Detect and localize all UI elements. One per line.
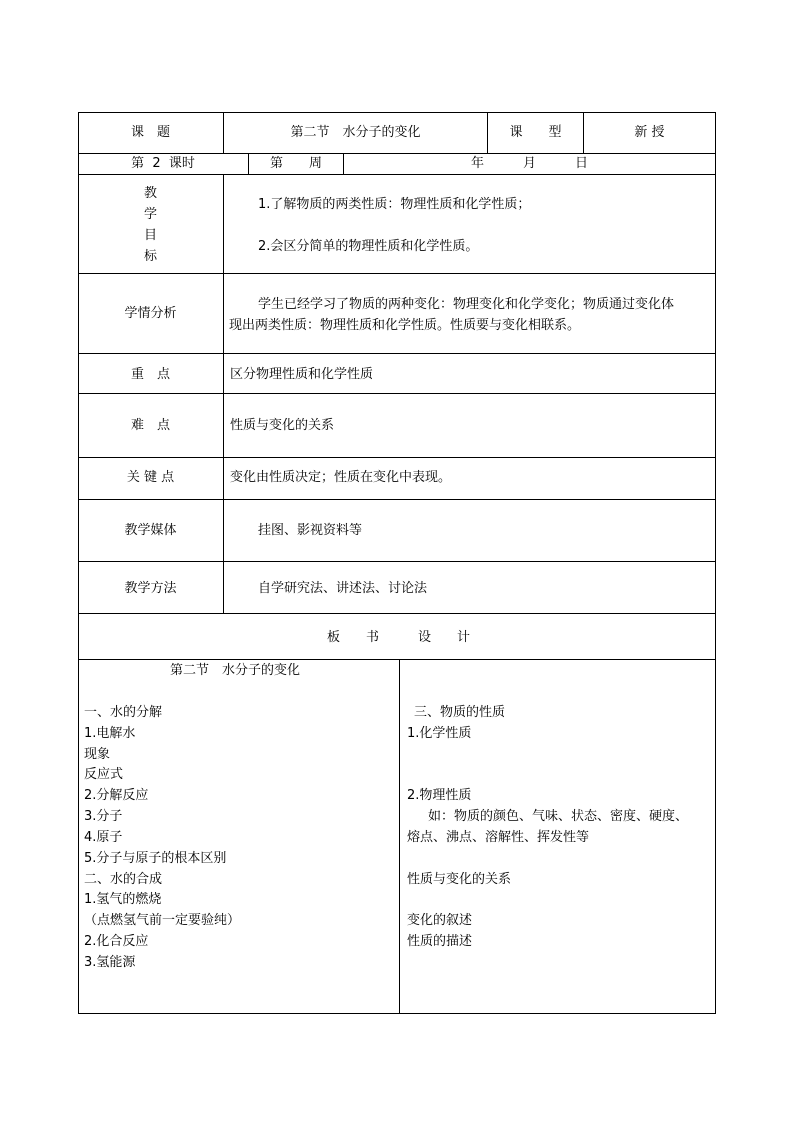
board-left-line: 2.化合反应 bbox=[84, 934, 149, 949]
board-right-property-desc: 性质的描述 bbox=[407, 934, 473, 949]
analysis-line-1: 学生已经学习了物质的两种变化：物理变化和化学变化；物质通过变化体 bbox=[258, 297, 675, 312]
objectives-label-2: 学 bbox=[143, 207, 157, 222]
key-point-label: 重 点 bbox=[130, 367, 170, 382]
rule bbox=[78, 273, 716, 274]
board-left-line: 二、水的合成 bbox=[84, 872, 163, 887]
crux-value: 变化由性质决定；性质在变化中表现。 bbox=[230, 470, 452, 485]
board-left-line: 4.原子 bbox=[84, 830, 123, 845]
difficulty-label: 难 点 bbox=[130, 418, 170, 433]
board-left-line: 3.氢能源 bbox=[84, 955, 136, 970]
board-title: 板 书 设 计 bbox=[327, 630, 471, 645]
rule bbox=[78, 393, 716, 394]
analysis-line-2: 现出两类性质：物理性质和化学性质。性质要与变化相联系。 bbox=[229, 318, 581, 333]
lesson-number: 第 2 课时 bbox=[131, 156, 195, 171]
board-left-line: 1.电解水 bbox=[84, 726, 136, 741]
lesson-date: 年 月 日 bbox=[470, 156, 588, 171]
rule bbox=[715, 112, 716, 1014]
course-label: 课 题 bbox=[130, 125, 170, 140]
course-title: 第二节 水分子的变化 bbox=[290, 125, 421, 140]
rule bbox=[78, 112, 716, 113]
rule bbox=[78, 1013, 716, 1014]
type-label: 课 型 bbox=[509, 125, 562, 140]
board-left-line: 3.分子 bbox=[84, 809, 123, 824]
crux-label: 关 键 点 bbox=[126, 470, 175, 485]
board-left-line: 1.氢气的燃烧 bbox=[84, 892, 162, 907]
rule bbox=[78, 174, 716, 175]
week-number: 第 周 bbox=[269, 156, 322, 171]
board-left-line: 一、水的分解 bbox=[84, 705, 163, 720]
rule bbox=[399, 659, 400, 1014]
type-value: 新 授 bbox=[634, 125, 665, 140]
rule bbox=[78, 499, 716, 500]
rule bbox=[78, 659, 716, 660]
rule bbox=[78, 613, 716, 614]
board-left-line: 现象 bbox=[84, 747, 111, 762]
media-label: 教学媒体 bbox=[124, 523, 177, 538]
method-label: 教学方法 bbox=[124, 581, 177, 596]
objective-item-1: 1.了解物质的两类性质：物理性质和化学性质； bbox=[258, 197, 531, 212]
board-left-line: （点燃氢气前一定要验纯） bbox=[84, 913, 241, 928]
board-right-chem: 1.化学性质 bbox=[407, 726, 472, 741]
board-left-line: 5.分子与原子的根本区别 bbox=[84, 851, 227, 866]
board-right-phys-line1: 如：物质的颜色、气味、状态、密度、硬度、 bbox=[428, 809, 689, 824]
board-left-line: 反应式 bbox=[84, 767, 124, 782]
objectives-label-1: 教 bbox=[143, 186, 157, 201]
board-right-phys: 2.物理性质 bbox=[407, 788, 472, 803]
board-right-relation: 性质与变化的关系 bbox=[407, 872, 512, 887]
rule bbox=[78, 457, 716, 458]
board-left-heading: 第二节 水分子的变化 bbox=[170, 663, 301, 678]
method-value: 自学研究法、讲述法、讨论法 bbox=[258, 581, 428, 596]
key-point-value: 区分物理性质和化学性质 bbox=[230, 367, 374, 382]
board-right-change-desc: 变化的叙述 bbox=[407, 913, 473, 928]
analysis-label: 学情分析 bbox=[124, 306, 177, 321]
board-right-phys-line2: 熔点、沸点、溶解性、挥发性等 bbox=[407, 830, 590, 845]
objectives-label-3: 目 bbox=[143, 228, 157, 243]
objective-item-2: 2.会区分简单的物理性质和化学性质。 bbox=[258, 239, 479, 254]
board-right-section: 三、物质的性质 bbox=[414, 705, 506, 720]
difficulty-value: 性质与变化的关系 bbox=[230, 418, 335, 433]
objectives-label-4: 标 bbox=[143, 249, 157, 264]
media-value: 挂图、影视资料等 bbox=[258, 523, 363, 538]
rule bbox=[223, 174, 224, 614]
rule bbox=[78, 561, 716, 562]
board-left-line: 2.分解反应 bbox=[84, 788, 149, 803]
rule bbox=[78, 353, 716, 354]
